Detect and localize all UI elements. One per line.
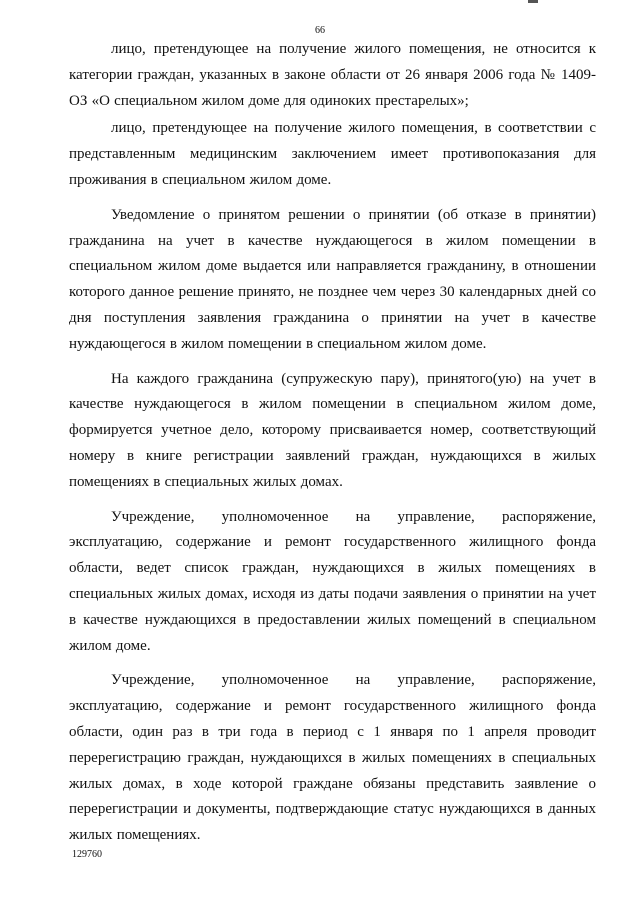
document-code: 129760	[72, 849, 102, 860]
paragraph: лицо, претендующее на получение жилого помещения, в соответствии с представленным медицинским заключением имеет противопоказания для проживания в специальном жилом доме.	[69, 120, 596, 188]
document-body	[69, 37, 596, 849]
paragraph: лицо, претендующее на получение жилого помещения, не относится к категории граждан, указанных в законе области от 26 января 2006 года № 1409-ОЗ «О специальном жилом доме для одиноких престарелых»;	[69, 41, 596, 109]
page-number: 66	[315, 25, 325, 36]
paragraph: Учреждение, уполномоченное на управление, распоряжение, эксплуатацию, содержание и ремонт государственного жилищного фонда области, ведет список граждан, нуждающихся в жилых помещениях в специальных жилых домах, исходя из даты подачи заявления о принятии на учет в качестве нуждающихся в предоставлении жилых помещений в специальном жилом доме.	[69, 508, 596, 654]
paragraph: На каждого гражданина (супружескую пару), принятого(ую) на учет в качестве нуждающегося в жилом помещении в специальном жилом доме, формируется учетное дело, которому присваивается номер, соответствующий номеру в книге регистрации заявлений граждан, нуждающихся в жилых помещениях в специальных жилых домах.	[69, 370, 596, 490]
scan-mark	[528, 0, 538, 3]
paragraph: Учреждение, уполномоченное на управление, распоряжение, эксплуатацию, содержание и ремонт государственного жилищного фонда области, один раз в три года в период с 1 января по 1 апреля проводит перерегистрацию граждан, нуждающихся в жилых помещениях в специальных жилых домах, в ходе которой граждане обязаны представить заявление о перерегистрации и документы, подтверждающие статус нуждающихся в данных жилых помещениях.	[69, 672, 596, 844]
paragraph: Уведомление о принятом решении о принятии (об отказе в принятии) гражданина на учет в качестве нуждающегося в жилом помещении в специальном жилом доме выдается или направляется гражданину, в отношении которого данное решение принято, не позднее чем через 30 календарных дней со дня поступления заявления гражданина о принятии на учет в качестве нуждающегося в жилом помещении в специальном жилом доме.	[69, 206, 596, 352]
